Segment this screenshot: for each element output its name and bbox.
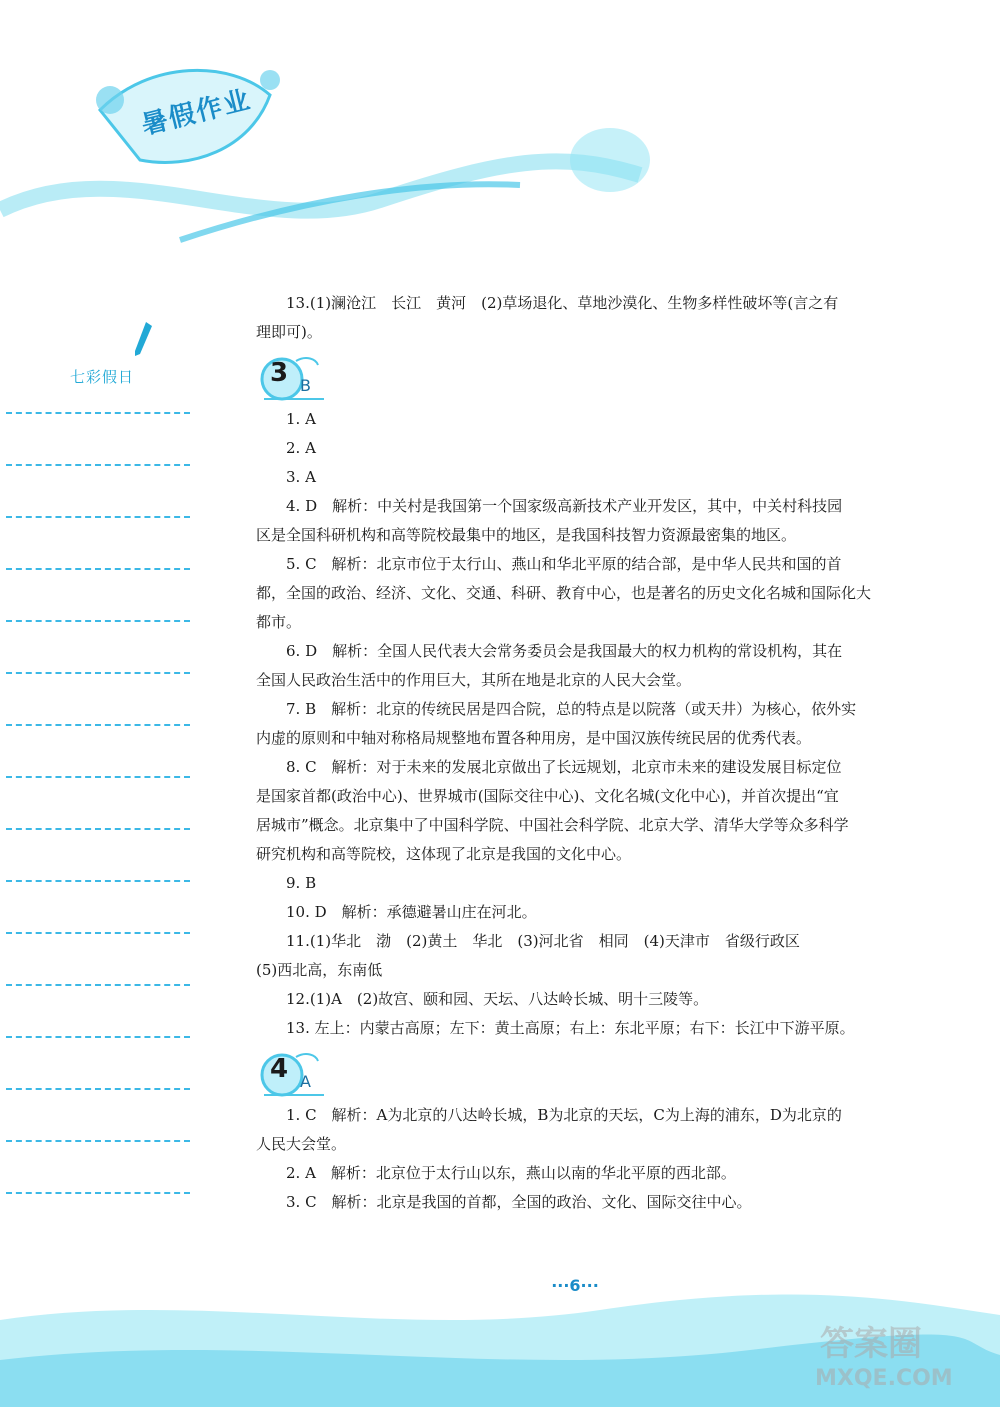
answer-line: 研究机构和高等院校，这体现了北京是我国的文化中心。: [256, 845, 632, 863]
section-number: 4: [270, 1054, 289, 1084]
sidebar-rule: [6, 1088, 190, 1090]
answer-line: 区是全国科研机构和高等院校最集中的地区，是我国科技智力资源最密集的地区。: [256, 526, 797, 544]
answer-line: 9. B: [286, 874, 317, 892]
badge-flower-icon: [256, 353, 326, 403]
sidebar-rule: [6, 984, 190, 986]
answer-line: 8. C 解析：对于未来的发展北京做出了长远规划，北京市未来的建设发展目标定位: [286, 758, 842, 776]
answer-line: 7. B 解析：北京的传统民居是四合院，总的特点是以院落（或天井）为核心，依外实: [286, 700, 857, 718]
answer-line: 3. C 解析：北京是我国的首都，全国的政治、文化、国际交往中心。: [286, 1193, 752, 1211]
pen-icon: [132, 320, 154, 360]
sidebar-rule: [6, 776, 190, 778]
sidebar-rule: [6, 880, 190, 882]
sidebar-rule: [6, 1192, 190, 1194]
answer-line: 2. A 解析：北京位于太行山以东，燕山以南的华北平原的西北部。: [286, 1164, 736, 1182]
badge-flower-icon: [256, 1049, 326, 1099]
answer-line: 13. 左上：内蒙古高原；左下：黄土高原；右上：东北平原；右下：长江中下游平原。: [286, 1019, 855, 1037]
sidebar-rule: [6, 932, 190, 934]
answer-line: 1. A: [286, 410, 316, 428]
answer-line: 11.(1)华北 渤 (2)黄土 华北 (3)河北省 相同 (4)天津市 省级行政区: [286, 932, 800, 950]
sidebar-rule: [6, 620, 190, 622]
sidebar-rule: [6, 1140, 190, 1142]
answer-line: 3. A: [286, 468, 316, 486]
answer-line: 6. D 解析：全国人民代表大会常务委员会是我国最大的权力机构的常设机构，其在: [286, 642, 843, 660]
answer-line: 12.(1)A (2)故宫、颐和园、天坛、八达岭长城、明十三陵等。: [286, 990, 709, 1008]
sidebar-rule: [6, 672, 190, 674]
sidebar-rule: [6, 828, 190, 830]
answer-line: (5)西北高，东南低: [256, 961, 383, 979]
answer-line: 是国家首都(政治中心)、世界城市(国际交往中心)、文化名城(文化中心)，并首次提出“宜: [256, 787, 839, 805]
answer-content: [256, 289, 886, 1217]
answer-line: 都市。: [256, 613, 302, 631]
answer-line: 理即可)。: [256, 323, 322, 341]
section-number: 3: [270, 358, 289, 388]
sidebar-rule: [6, 516, 190, 518]
answer-line: 1. C 解析：A为北京的八达岭长城，B为北京的天坛，C为上海的浦东，D为北京的: [286, 1106, 842, 1124]
sidebar-label: 七彩假日: [70, 368, 135, 386]
sidebar-rule: [6, 464, 190, 466]
sidebar-rule: [6, 568, 190, 570]
answer-line: 居城市”概念。北京集中了中国科学院、中国社会科学院、北京大学、清华大学等众多科学: [256, 816, 849, 834]
sidebar-rule: [6, 1036, 190, 1038]
section-letter: B: [300, 376, 311, 395]
answer-line: 人民大会堂。: [256, 1135, 347, 1153]
section-badge: [256, 1049, 886, 1099]
header-title: 暑假作业: [138, 84, 255, 142]
watermark-logo: 答案圈: [820, 1324, 922, 1364]
answer-line: 内虚的原则和中轴对称格局规整地布置各种用房，是中国汉族传统民居的优秀代表。: [256, 729, 812, 747]
answer-line: 全国人民政治生活中的作用巨大，其所在地是北京的人民大会堂。: [256, 671, 692, 689]
watermark-url: MXQE.COM: [815, 1366, 953, 1391]
section-badge: [256, 353, 886, 403]
answer-line: 2. A: [286, 439, 316, 457]
sidebar-rule: [6, 412, 190, 414]
section-letter: A: [300, 1072, 311, 1091]
page-number: ···6···: [551, 1276, 599, 1295]
answer-line: 4. D 解析：中关村是我国第一个国家级高新技术产业开发区，其中，中关村科技园: [286, 497, 843, 515]
answer-line: 5. C 解析：北京市位于太行山、燕山和华北平原的结合部，是中华人民共和国的首: [286, 555, 842, 573]
answer-line: 10. D 解析：承德避暑山庄在河北。: [286, 903, 537, 921]
sidebar-rule: [6, 724, 190, 726]
answer-line: 13.(1)澜沧江 长江 黄河 (2)草场退化、草地沙漠化、生物多样性破坏等(言之有: [286, 294, 839, 312]
answer-line: 都，全国的政治、经济、文化、交通、科研、教育中心，也是著名的历史文化名城和国际化大: [256, 584, 872, 602]
sidebar: [0, 320, 200, 1220]
